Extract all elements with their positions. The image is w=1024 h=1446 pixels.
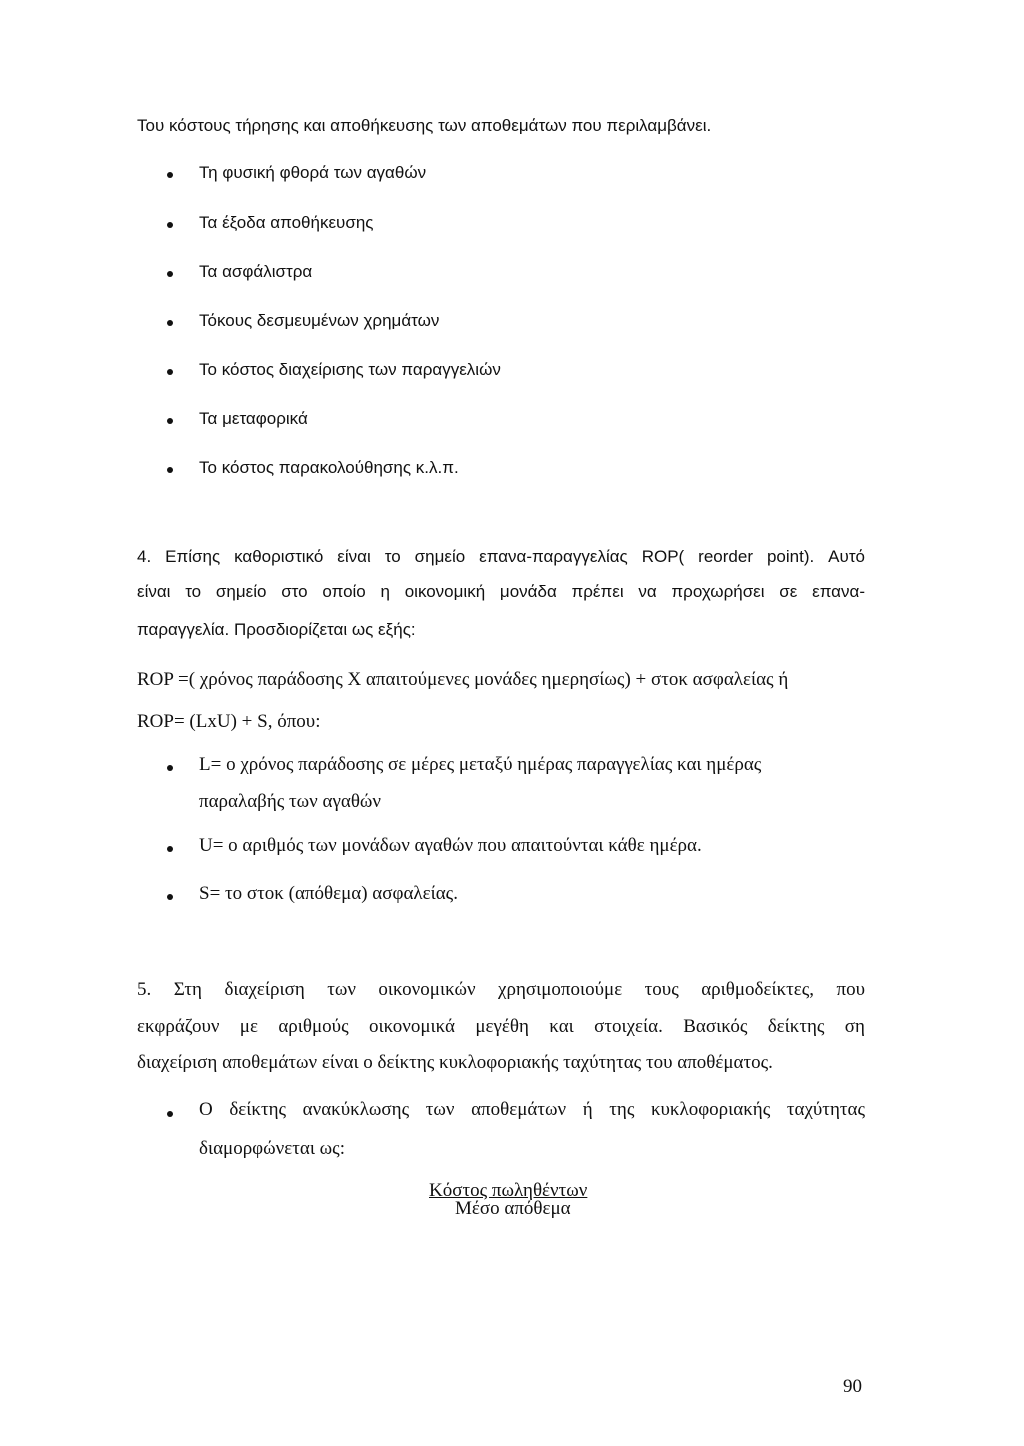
bullet-icon [167, 172, 173, 178]
paragraph-line: 4. Επίσης καθοριστικό είναι το σημείο επανα-παραγγελίας ROP( reorder point). Αυτό [137, 547, 865, 566]
bullet-icon [167, 467, 173, 473]
page-number: 90 [843, 1376, 862, 1397]
ratio-denominator: Μέσο απόθεμα [455, 1198, 571, 1219]
paragraph-line: είναι το σημείο στο οποίο η οικονομική μονάδα πρέπει να προχωρήσει σε επανα- [137, 582, 865, 601]
list-item: Τόκους δεσμευμένων χρημάτων [199, 311, 440, 330]
definition-s: S= το στοκ (απόθεμα) ασφαλείας. [199, 883, 458, 904]
list-item: Τα ασφάλιστρα [199, 262, 313, 281]
list-item: Το κόστος διαχείρισης των παραγγελιών [199, 360, 501, 379]
bullet-icon [167, 418, 173, 424]
list-item: Το κόστος παρακολούθησης κ.λ.π. [199, 458, 459, 477]
bullet-icon [167, 846, 173, 852]
bullet-icon [167, 765, 173, 771]
list-item: Τα μεταφορικά [199, 409, 308, 428]
paragraph-line: Ο δείκτης ανακύκλωσης των αποθεμάτων ή της κυκλοφοριακής ταχύτητας [199, 1099, 865, 1120]
list-item: Τα έξοδα αποθήκευσης [199, 213, 374, 232]
bullet-icon [167, 222, 173, 228]
ratio-numerator: Κόστος πωληθέντων [429, 1180, 588, 1201]
bullet-icon [167, 1111, 173, 1117]
intro-text: Του κόστους τήρησης και αποθήκευσης των αποθεμάτων που περιλαμβάνει. [137, 116, 712, 135]
paragraph-line: διαμορφώνεται ως: [199, 1138, 345, 1159]
paragraph-line: εκφράζουν με αριθμούς οικονομικά μεγέθη και στοιχεία. Βασικός δείκτης ση [137, 1016, 865, 1037]
definition-l: L= ο χρόνος παράδοσης σε μέρες μεταξύ ημέρας παραγγελίας και ημέρας [199, 754, 762, 775]
bullet-icon [167, 320, 173, 326]
definition-l-continued: παραλαβής των αγαθών [199, 791, 382, 812]
paragraph-line: 5. Στη διαχείριση των οικονομικών χρησιμοποιούμε τους αριθμοδείκτες, που [137, 979, 865, 1000]
bullet-icon [167, 369, 173, 375]
list-item: Τη φυσική φθορά των αγαθών [199, 163, 427, 182]
rop-formula-words: ROP =( χρόνος παράδοσης X απαιτούμενες μονάδες ημερησίως) + στοκ ασφαλείας ή [137, 669, 789, 690]
paragraph-line: διαχείριση αποθεμάτων είναι ο δείκτης κυκλοφοριακής ταχύτητας του αποθέματος. [137, 1052, 773, 1073]
bullet-icon [167, 271, 173, 277]
definition-u: U= ο αριθμός των μονάδων αγαθών που απαιτούνται κάθε ημέρα. [199, 835, 702, 856]
bullet-icon [167, 894, 173, 900]
paragraph-line: παραγγελία. Προσδιορίζεται ως εξής: [137, 620, 416, 639]
rop-formula-symbols: ROP= (LxU) + S, όπου: [137, 711, 321, 732]
